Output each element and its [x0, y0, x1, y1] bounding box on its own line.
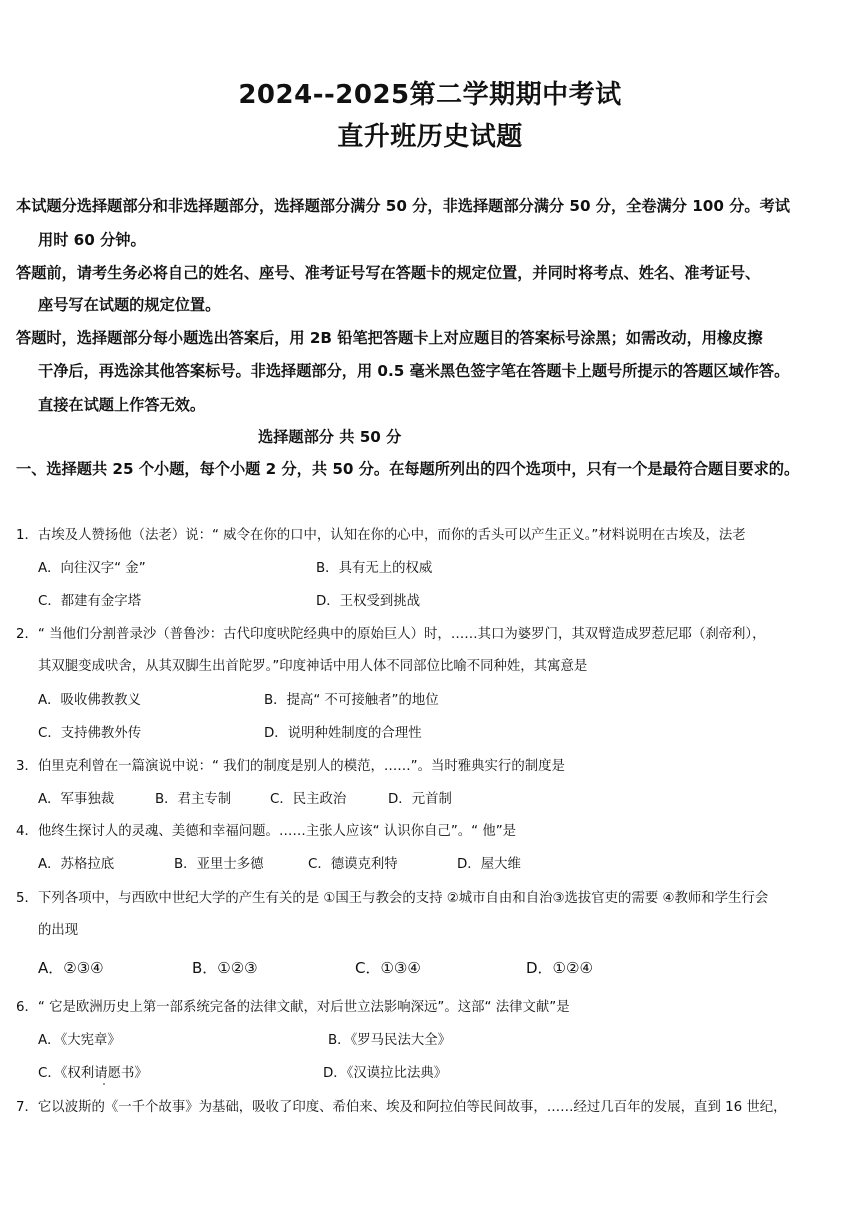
question-stem-3: 3．伯里克利曾在一篇演说中说：“ 我们的制度是别人的模范，……”。当时雅典实行的制度是 — [16, 759, 565, 774]
question-stem-2-cont: 其双腿变成吠舍，从其双脚生出首陀罗。”印度神话中用人体不同部位比喻不同种姓，其寓意是 — [38, 659, 588, 674]
option-a: A．②③④ — [38, 959, 104, 977]
option-d: D．王权受到挑战 — [316, 594, 421, 609]
question-stem-2: 2．“ 当他们分割普录沙（普鲁沙：古代印度吠陀经典中的原始巨人）时，……其口为婆罗门，其双臂造成罗惹尼耶（刹帝利）， — [16, 627, 766, 642]
option-c: C．《权利请愿书》 — [38, 1066, 148, 1081]
question-stem-1: 1．古埃及人赞扬他（法老）说：“ 威令在你的口中，认知在你的心中，而你的舌头可以产生正义。”材料说明在古埃及，法老 — [16, 528, 746, 543]
option-d: D．①②④ — [526, 959, 593, 977]
option-b: B．亚里士多德 — [174, 857, 264, 872]
option-c: C．德谟克利特 — [308, 857, 398, 872]
option-c: C．民主政治 — [270, 792, 347, 807]
option-a: A．吸收佛教教义 — [38, 693, 141, 708]
option-a: A．苏格拉底 — [38, 857, 115, 872]
exam-title: 2024--2025第二学期期中考试 — [238, 80, 622, 110]
option-c: C．支持佛教外传 — [38, 726, 142, 741]
instruction-line: 座号写在试题的规定位置。 — [38, 296, 221, 314]
option-b: B．《罗马民法大全》 — [328, 1033, 452, 1048]
part-title: 一、选择题共 25 个小题，每个小题 2 分，共 50 分。在每题所列出的四个选项中，只有一个是最符合题目要求的。 — [16, 460, 800, 478]
instruction-line: 用时 60 分钟。 — [38, 231, 146, 249]
option-a: A．《大宪章》 — [38, 1033, 121, 1048]
question-stem-6: 6．“ 它是欧洲历史上第一部系统完备的法律文献，对后世立法影响深远”。这部“ 法律文献”是 — [16, 1000, 570, 1015]
section-heading: 选择题部分 共 50 分 — [258, 428, 402, 446]
option-a: A．军事独裁 — [38, 792, 115, 807]
option-b: B．①②③ — [192, 959, 258, 977]
instruction-line: 答题时，选择题部分每小题选出答案后，用 2B 铅笔把答题卡上对应题目的答案标号涂黑；如需改动，用橡皮擦 — [16, 329, 763, 347]
option-a: A．向往汉字“ 金” — [38, 561, 146, 576]
option-b: B．提高“ 不可接触者”的地位 — [264, 693, 439, 708]
instruction-line: 直接在试题上作答无效。 — [38, 396, 206, 414]
option-b: B．具有无上的权威 — [316, 561, 433, 576]
option-d: D．《汉谟拉比法典》 — [323, 1066, 448, 1081]
exam-subtitle: 直升班历史试题 — [337, 122, 523, 152]
option-b: B．君主专制 — [155, 792, 232, 807]
question-stem-5-cont: 的出现 — [38, 923, 79, 938]
option-c: C．①③④ — [355, 959, 421, 977]
option-d: D．屋大维 — [457, 857, 521, 872]
option-d: D．元首制 — [388, 792, 452, 807]
stray-dot — [103, 1083, 105, 1085]
option-d: D．说明种姓制度的合理性 — [264, 726, 422, 741]
question-stem-5: 5．下列各项中，与西欧中世纪大学的产生有关的是 ①国王与教会的支持 ②城市自由和自治③选拔官吏的需要 ④教师和学生行会 — [16, 891, 769, 906]
question-stem-7: 7．它以波斯的《一千个故事》为基础，吸收了印度、希伯来、埃及和阿拉伯等民间故事，……经过几百年的发展，直到 16 世纪， — [16, 1100, 787, 1115]
question-stem-4: 4．他终生探讨人的灵魂、美德和幸福问题。……主张人应该“ 认识你自己”。“ 他”是 — [16, 824, 517, 839]
instruction-line: 答题前，请考生务必将自己的姓名、座号、准考证号写在答题卡的规定位置，并同时将考点、姓名、准考证号、 — [16, 264, 761, 282]
instruction-line: 本试题分选择题部分和非选择题部分，选择题部分满分 50 分，非选择题部分满分 50 分，全卷满分 100 分。考试 — [16, 197, 790, 215]
option-c: C．都建有金字塔 — [38, 594, 142, 609]
instruction-line: 干净后，再选涂其他答案标号。非选择题部分，用 0.5 毫米黑色签字笔在答题卡上题号所提示的答题区域作答。 — [38, 362, 790, 380]
